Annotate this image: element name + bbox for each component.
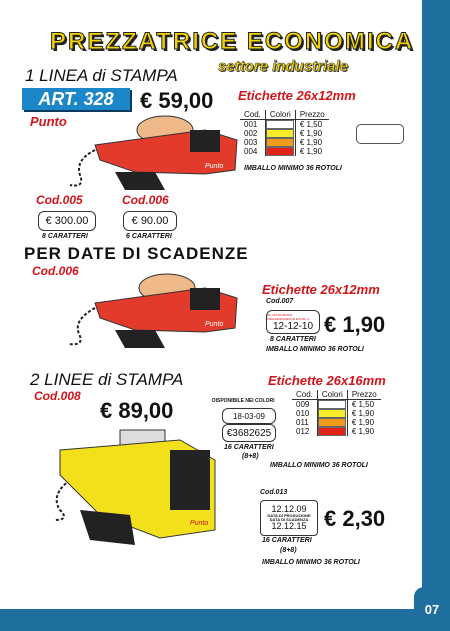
table-row [292, 427, 381, 436]
col-header-colori: Colori [265, 110, 295, 120]
col-header-prezzo: Prezzo [347, 390, 380, 400]
row-cod: 003 [244, 138, 258, 147]
label-shape-icon [356, 124, 404, 144]
section3-heading: 2 LINEE di STAMPA [30, 370, 184, 389]
cod006-code: Cod.006 [122, 193, 169, 207]
section2-label-note: DA CONSUMARSI PREFERIBILMENTE ENTRO IL [267, 312, 310, 321]
cod013-line2: 12.12.15 [271, 521, 307, 531]
red-labeler-icon [55, 268, 245, 348]
cod013-chars: 16 CARATTERI [262, 537, 312, 544]
table-row [292, 418, 381, 427]
table-row [240, 147, 329, 156]
cod005-sample: € 300.00 [38, 211, 96, 231]
section3-labels-title: Etichette 26x16mm [268, 373, 386, 388]
row-cod: 012 [296, 427, 310, 436]
section2-code: Cod.006 [32, 264, 79, 278]
cod006-sample: € 90.00 [123, 211, 177, 231]
cod006-chars: 6 CARATTERI [126, 233, 172, 240]
cod013-note1: DATA DI PRODUZIONE [267, 513, 311, 518]
col-header-cod: Cod. [292, 390, 317, 400]
section1-color-table [240, 110, 329, 156]
color-swatch [265, 129, 295, 138]
section2-packing: IMBALLO MINIMO 36 ROTOLI [266, 346, 364, 353]
row-cod: 009 [296, 400, 310, 409]
table-row [240, 120, 329, 130]
section1-packing: IMBALLO MINIMO 36 ROTOLI [244, 165, 342, 172]
color-swatch [265, 138, 295, 147]
table-row [292, 400, 381, 410]
right-sidebar [422, 0, 450, 631]
row-price: € 1,90 [347, 427, 380, 436]
page-title: PREZZATRICE ECONOMICA [50, 28, 415, 55]
section2-sample [266, 310, 320, 334]
red-labeler-icon [55, 110, 245, 190]
cod013-packing: IMBALLO MINIMO 36 ROTOLI [262, 559, 360, 566]
table-row [240, 138, 329, 147]
row-price: € 1,90 [347, 418, 380, 427]
row-cod: 004 [244, 147, 258, 156]
table-row [292, 409, 381, 418]
row-price: € 1,90 [295, 138, 328, 147]
row-price: € 1,50 [347, 400, 380, 410]
page-subtitle: settore industriale [218, 58, 349, 75]
yellow-labeler-icon [40, 420, 250, 560]
row-price: € 1,90 [295, 129, 328, 138]
cod013-code: Cod.013 [260, 489, 288, 496]
col-header-cod: Cod. [240, 110, 265, 120]
section2-chars: 8 CARATTERI [270, 336, 316, 343]
color-swatch [265, 147, 295, 156]
cod005-code: Cod.005 [36, 193, 83, 207]
cod013-note2: DATA DI SCADENZA [269, 517, 309, 522]
row-cod: 010 [296, 409, 310, 418]
svg-text:Punto: Punto [190, 520, 209, 527]
section3-available-note: DISPONIBILE NEI COLORI [212, 398, 275, 404]
row-price: € 1,50 [295, 120, 328, 130]
section3-packing: IMBALLO MINIMO 36 ROTOLI [270, 462, 368, 469]
row-cod: 001 [244, 120, 258, 129]
svg-text:Punto: Punto [205, 321, 224, 328]
section3-sample-top: 18-03-09 [222, 408, 276, 424]
brand-logo: Punto [30, 114, 67, 129]
table-row [240, 129, 329, 138]
row-price: € 1,90 [295, 147, 328, 156]
section1-heading: 1 LINEA di STAMPA [25, 66, 178, 85]
section2-heading: PER DATE DI SCADENZE [24, 244, 249, 263]
section2-label-code: Cod.007 [266, 298, 294, 305]
color-swatch [317, 409, 347, 418]
section3-color-table [292, 390, 381, 436]
col-header-prezzo: Prezzo [295, 110, 328, 120]
cod013-price: € 2,30 [324, 506, 386, 531]
section3-chars: 16 CARATTERI [224, 444, 274, 451]
section2-price: € 1,90 [324, 312, 386, 337]
article-badge: ART. 328 [22, 88, 130, 110]
section1-price: € 59,00 [140, 88, 214, 113]
color-swatch [317, 418, 347, 427]
section3-code: Cod.008 [34, 389, 81, 403]
bottom-bar [0, 609, 450, 631]
row-cod: 011 [296, 418, 309, 427]
section3-chars-split: (8+8) [242, 453, 259, 460]
color-swatch [265, 120, 295, 130]
cod013-line1: 12.12.09 [271, 504, 307, 514]
section2-labels-title: Etichette 26x12mm [262, 282, 380, 297]
color-swatch [317, 400, 347, 410]
row-price: € 1,90 [347, 409, 380, 418]
section3-sample-bottom: €3682625 [222, 424, 276, 442]
color-swatch [317, 427, 347, 436]
row-cod: 002 [244, 129, 258, 138]
cod013-chars-split: (8+8) [280, 547, 297, 554]
cod013-sample [260, 500, 318, 536]
cod005-chars: 8 CARATTERI [42, 233, 88, 240]
section3-price: € 89,00 [100, 398, 174, 423]
col-header-colori: Colori [317, 390, 347, 400]
section1-labels-title: Etichette 26x12mm [238, 88, 356, 103]
section2-sample-text: 12-12-10 [272, 320, 314, 332]
page-number: 07 [414, 587, 450, 631]
svg-text:Punto: Punto [205, 163, 224, 170]
